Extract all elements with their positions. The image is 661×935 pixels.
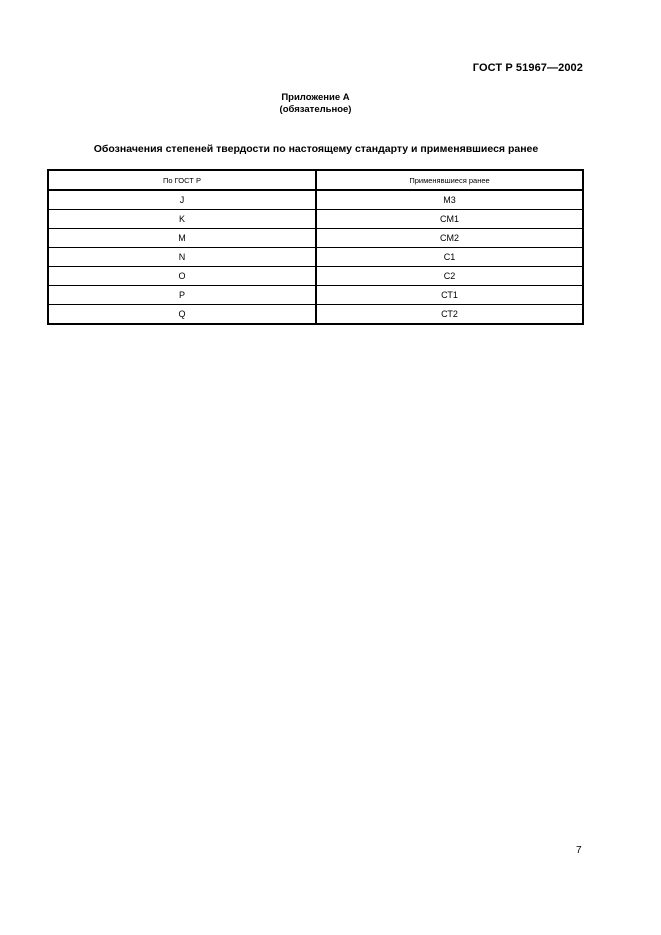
table-row (48, 286, 583, 305)
appendix-status: (обязательное) (279, 104, 352, 115)
column-header-gost: По ГОСТ Р (48, 170, 316, 190)
cell-gost: J (48, 190, 316, 210)
appendix-title: Приложение А (281, 92, 350, 103)
table-row (48, 229, 583, 248)
cell-previous: СТ2 (316, 305, 583, 325)
table-row (48, 248, 583, 267)
table-row (48, 305, 583, 325)
cell-previous: СТ1 (316, 286, 583, 305)
appendix-heading (0, 92, 631, 116)
table-row (48, 267, 583, 286)
table-row (48, 210, 583, 229)
table-title: Обозначения степеней твердости по настоящему стандарту и применявшиеся ранее (93, 143, 539, 155)
table-header-row (48, 170, 583, 190)
cell-previous: СМ1 (316, 210, 583, 229)
cell-gost: P (48, 286, 316, 305)
hardness-designation-table (47, 169, 584, 325)
column-header-previous: Применявшиеся ранее (316, 170, 583, 190)
cell-gost: Q (48, 305, 316, 325)
document-code: ГОСТ Р 51967—2002 (472, 62, 583, 74)
cell-gost: K (48, 210, 316, 229)
cell-gost: N (48, 248, 316, 267)
cell-gost: M (48, 229, 316, 248)
cell-previous: М3 (316, 190, 583, 210)
table-row (48, 190, 583, 210)
cell-previous: С1 (316, 248, 583, 267)
cell-gost: O (48, 267, 316, 286)
cell-previous: С2 (316, 267, 583, 286)
cell-previous: СМ2 (316, 229, 583, 248)
page-number: 7 (576, 845, 582, 856)
